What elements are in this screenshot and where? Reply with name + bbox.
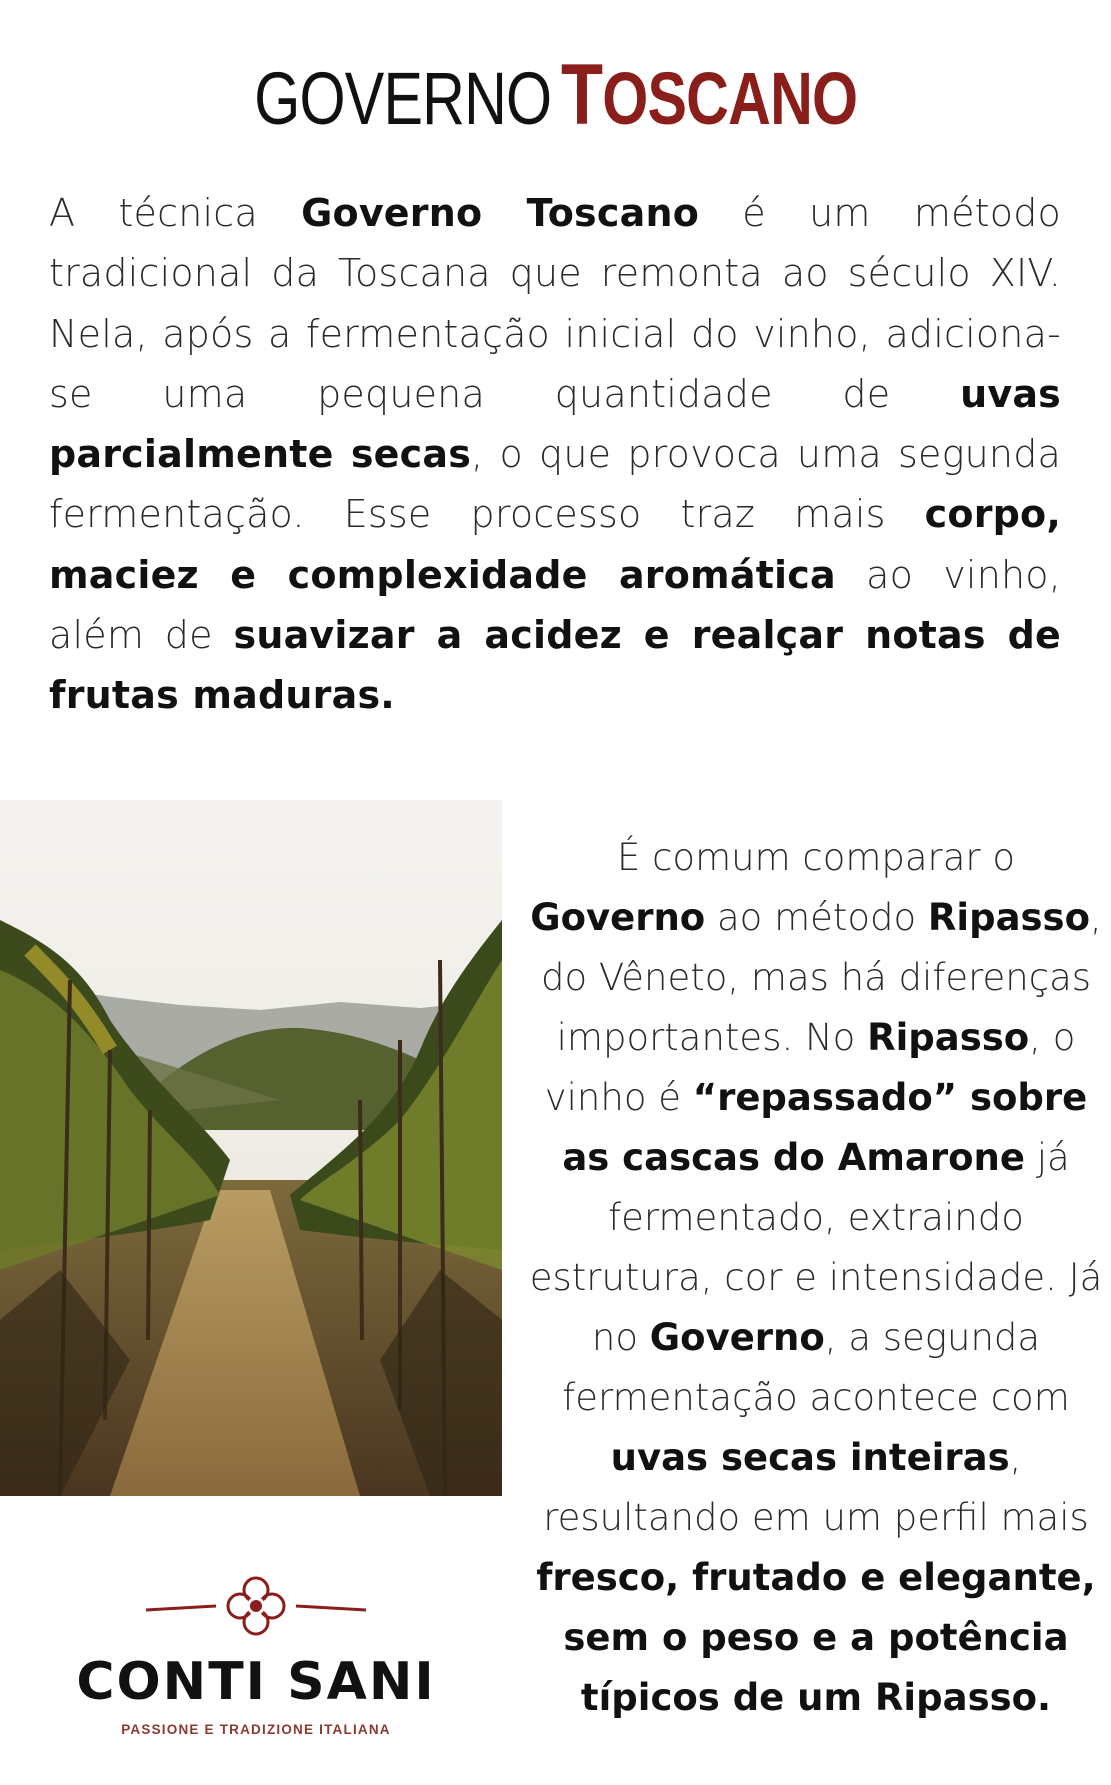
intro-text-1: A técnica <box>49 191 302 235</box>
comparison-bold-4: “repassado” sobre as cascas do Amarone <box>562 1076 1088 1179</box>
title-initial: T <box>560 47 602 143</box>
brand-name: CONTI SANI <box>76 1652 436 1712</box>
comparison-text-3: , do Vêneto, mas há diferenças importantes. No <box>540 896 1102 1059</box>
page-title <box>0 47 1111 144</box>
comparison-text-5: já fermentado, extraindo estrutura, cor e intensidade. Já no <box>529 1136 1103 1359</box>
title-word-toscano <box>560 47 858 144</box>
comparison-bold-1: Governo <box>530 896 706 939</box>
comparison-bold-2: Ripasso <box>927 896 1090 939</box>
comparison-text-2: ao método <box>705 896 928 939</box>
vineyard-photo <box>0 800 502 1496</box>
intro-text-4: ao vinho, além de <box>49 552 1061 658</box>
comparison-text-6: , a segunda fermentação acontece com <box>562 1316 1070 1419</box>
comparison-bold-5: Governo <box>649 1316 825 1359</box>
title-word-governo: GOVERNO <box>254 57 552 140</box>
intro-text-2: é um método tradicional da Toscana que remonta ao século XIV. Nela, após a fermentação inicial do vinho, adiciona-se uma pequena quantidade de <box>49 191 1061 416</box>
brand-tagline: PASSIONE E TRADIZIONE ITALIANA <box>121 1722 391 1737</box>
comparison-bold-3: Ripasso <box>867 1016 1030 1059</box>
intro-bold-1: Governo Toscano <box>301 191 700 235</box>
comparison-text-4: , o vinho é <box>544 1016 1076 1119</box>
conti-sani-logo <box>56 1572 456 1750</box>
comparison-bold-6: uvas secas inteiras <box>610 1436 1010 1479</box>
comparison-text-1: É comum comparar o <box>616 836 1016 879</box>
comparison-bold-7: fresco, frutado e elegante, sem o peso e a potência típicos de um Ripasso. <box>536 1556 1096 1719</box>
intro-paragraph <box>49 183 1061 726</box>
intro-bold-2: uvas parcialmente secas <box>49 371 1061 477</box>
comparison-paragraph <box>526 828 1106 1728</box>
intro-bold-3: corpo, maciez e complexidade aromática <box>49 492 1061 597</box>
logo-emblem <box>56 1572 456 1652</box>
intro-bold-4: suavizar a acidez e realçar notas de frutas maduras. <box>49 613 1061 718</box>
comparison-text-7: , resultando em um perfil mais <box>543 1436 1089 1539</box>
intro-text-3: , o que provoca uma segunda fermentação. Esse processo traz mais <box>49 432 1062 537</box>
title-rest: OSCANO <box>601 57 858 140</box>
